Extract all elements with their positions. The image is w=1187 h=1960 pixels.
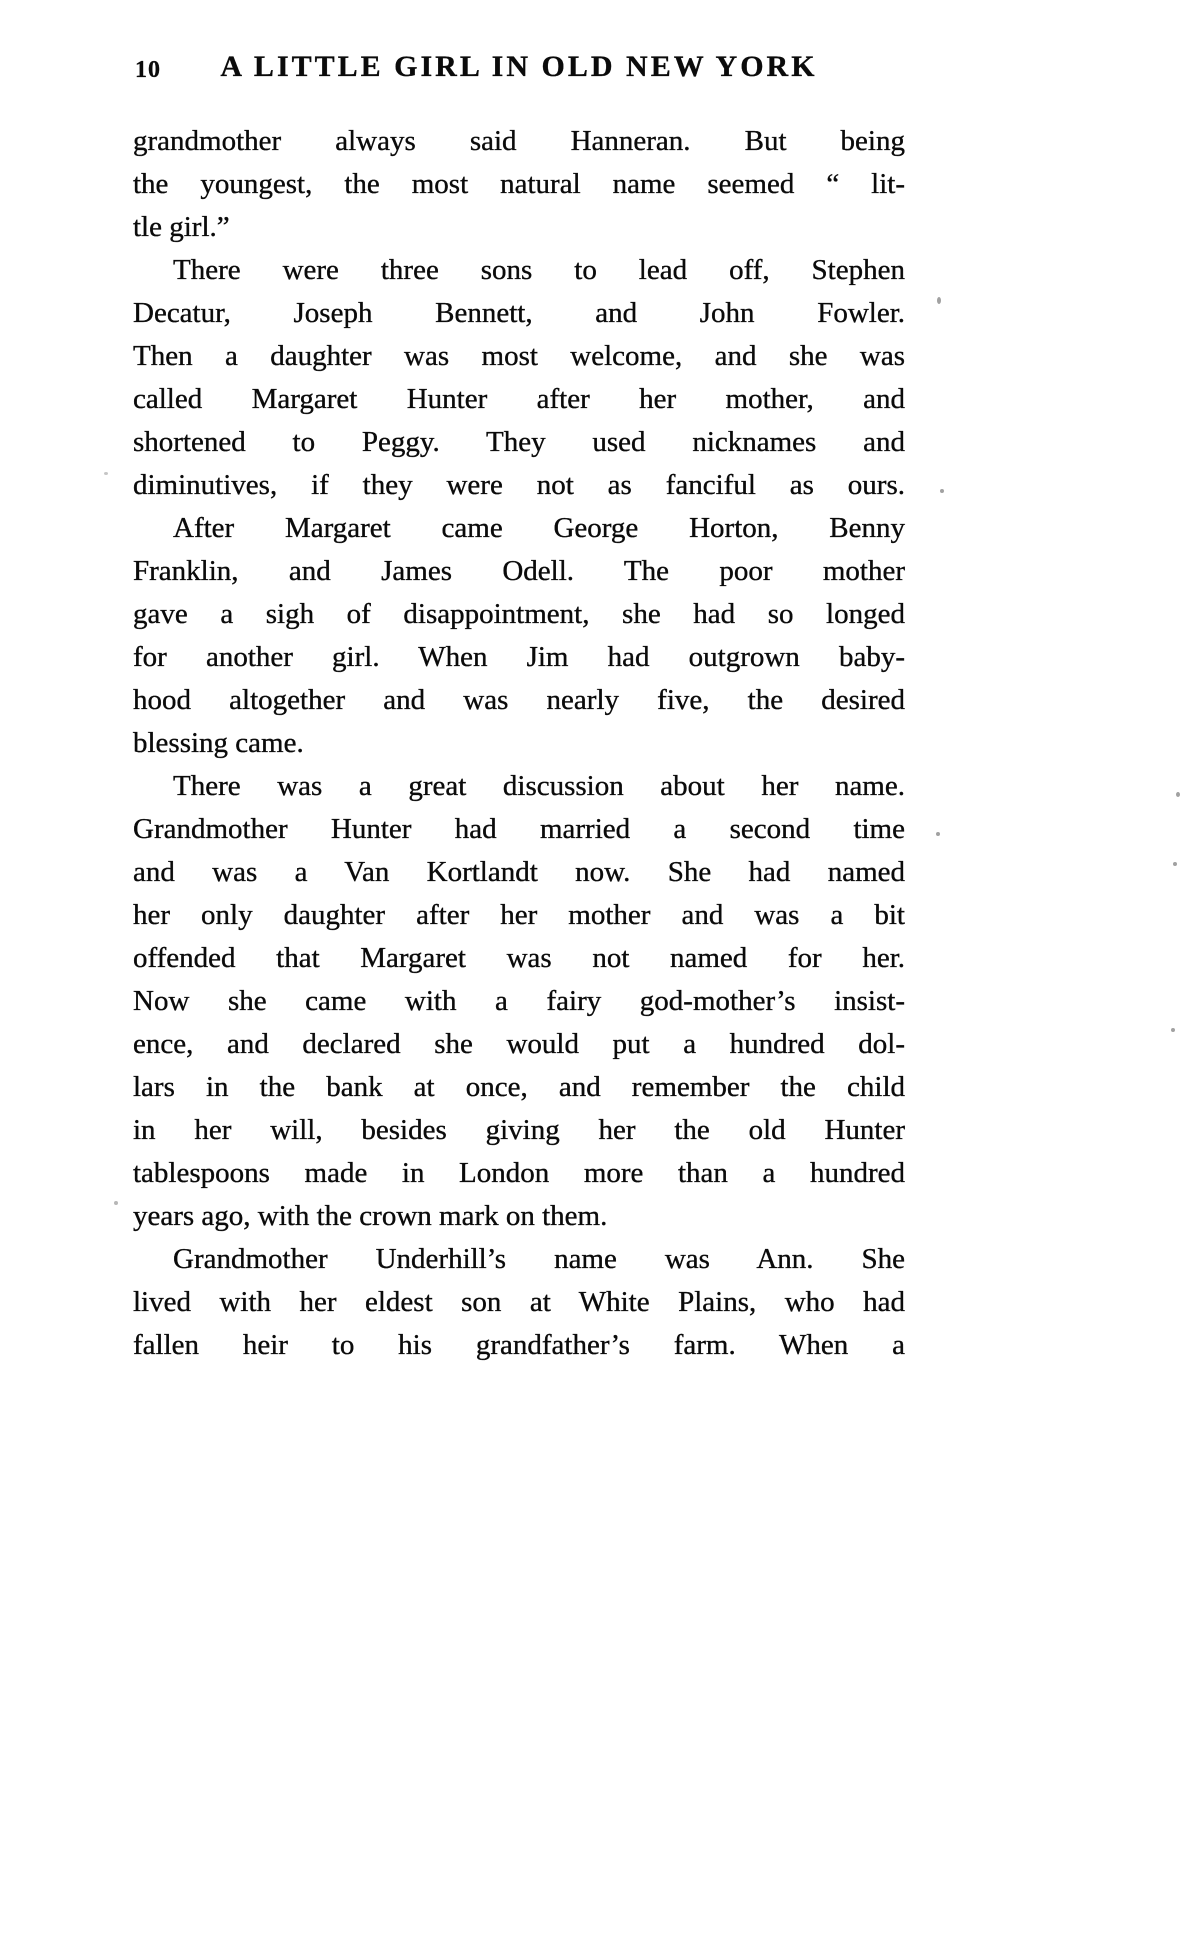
text-line: offended that Margaret was not named for her. — [133, 942, 905, 974]
paragraph — [133, 1238, 905, 1367]
scan-speck — [936, 832, 940, 836]
scan-speck — [937, 297, 941, 304]
text-line: hood altogether and was nearly five, the desired — [133, 684, 905, 716]
paragraph — [133, 249, 905, 507]
text-line: Now she came with a fairy god-mother’s insist- — [133, 985, 905, 1017]
text-line: After Margaret came George Horton, Benny — [173, 512, 905, 544]
paragraph — [133, 120, 905, 249]
text-line: the youngest, the most natural name seemed “ lit- — [133, 168, 905, 200]
text-line: gave a sigh of disappointment, she had so longed — [133, 598, 905, 630]
text-line: ence, and declared she would put a hundred dol- — [133, 1028, 905, 1060]
text-line: diminutives, if they were not as fanciful as ours. — [133, 469, 905, 501]
scan-speck — [1176, 792, 1180, 797]
scan-speck — [940, 489, 944, 493]
scan-speck — [114, 1201, 118, 1205]
text-line: in her will, besides giving her the old Hunter — [133, 1114, 905, 1146]
text-line: lived with her eldest son at White Plains, who had — [133, 1286, 905, 1318]
text-line: years ago, with the crown mark on them. — [133, 1200, 608, 1232]
text-line: There was a great discussion about her name. — [173, 770, 905, 802]
scan-speck — [104, 472, 108, 475]
text-line: for another girl. When Jim had outgrown baby- — [133, 641, 905, 673]
text-line: tablespoons made in London more than a hundred — [133, 1157, 905, 1189]
text-line: and was a Van Kortlandt now. She had named — [133, 856, 905, 888]
paragraph — [133, 507, 905, 765]
page-header — [133, 50, 905, 90]
paragraph — [133, 765, 905, 1238]
text-line: called Margaret Hunter after her mother, and — [133, 383, 905, 415]
text-line: Grandmother Underhill’s name was Ann. She — [173, 1243, 905, 1275]
text-line: Decatur, Joseph Bennett, and John Fowler. — [133, 297, 905, 329]
text-line: fallen heir to his grandfather’s farm. When a — [133, 1329, 905, 1361]
body-text — [133, 120, 905, 1367]
text-line: shortened to Peggy. They used nicknames and — [133, 426, 905, 458]
text-line: lars in the bank at once, and remember the child — [133, 1071, 905, 1103]
text-line: There were three sons to lead off, Stephen — [173, 254, 905, 286]
text-line: Franklin, and James Odell. The poor mother — [133, 555, 905, 587]
text-line: grandmother always said Hanneran. But being — [133, 125, 905, 157]
page-number: 10 — [135, 57, 161, 83]
running-title: A LITTLE GIRL IN OLD NEW YORK — [220, 50, 818, 83]
text-line: her only daughter after her mother and was a bit — [133, 899, 905, 931]
text-line: Grandmother Hunter had married a second time — [133, 813, 905, 845]
scan-speck — [1173, 862, 1177, 866]
scan-speck — [1171, 1028, 1175, 1032]
text-line: tle girl.” — [133, 211, 230, 243]
text-line: Then a daughter was most welcome, and she was — [133, 340, 905, 372]
text-line: blessing came. — [133, 727, 304, 759]
